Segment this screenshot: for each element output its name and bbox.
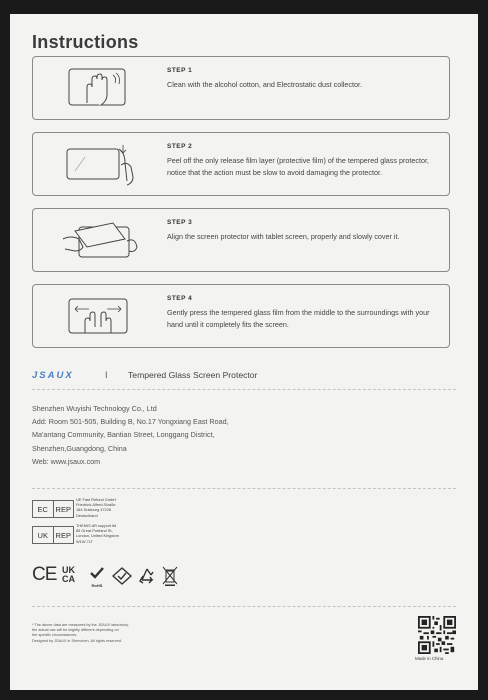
uk-rep-line: W1W 7LT: [76, 538, 94, 544]
ec-rep-badge: [32, 500, 74, 518]
product-name: Tempered Glass Screen Protector: [128, 370, 258, 380]
uk-rep-line: 85 Great Portland St,: [76, 528, 113, 534]
step-2-box: [32, 132, 450, 196]
uk-rep-line: THEMIS AR support ltd: [76, 523, 117, 528]
ukca-top: UK: [62, 565, 75, 575]
footnote-line: the actual use will be slightly different depending on: [32, 628, 119, 633]
jsaux-logo: JSAUX: [32, 370, 74, 381]
ec-rep-address: [76, 497, 116, 518]
step-3-text: Align the screen protector with tablet screen, properly and slowly cover it.: [167, 232, 400, 241]
brand-row: [32, 370, 462, 384]
peel-film-icon: [53, 141, 143, 187]
footnote: [32, 623, 192, 644]
footnote-line: Designed by JSAUX in Shenzhen. All rights reserved.: [32, 638, 122, 643]
ukca-mark-icon: [62, 566, 75, 584]
rcm-mark-icon: [112, 567, 132, 585]
align-protector-icon: [53, 217, 143, 263]
address-line: Ma'antang Community, Bantian Street, Longgang District,: [32, 430, 215, 440]
brand-separator: I: [105, 370, 108, 380]
divider-bottom: [32, 606, 456, 607]
website-line: Web: www.jsaux.com: [32, 456, 101, 466]
step-2-text: Peel off the only release film layer (protective film) of the tempered glass protector, notice that the action must be slow to avoid damaging the protector.: [167, 156, 429, 177]
address-line: Shenzhen,Guangdong, China: [32, 443, 127, 453]
footnote-line: * The above data are measured by the JSAUX laboratory,: [32, 623, 129, 627]
weee-bin-icon: [162, 566, 178, 586]
step-1-text: Clean with the alcohol cotton, and Electrostatic dust collector.: [167, 80, 362, 89]
ec-rep-right: REP: [55, 504, 71, 514]
uk-rep-line: London, United Kingdom: [76, 533, 119, 539]
step-2-label: STEP 2: [167, 143, 193, 150]
ukca-bottom: CA: [62, 574, 75, 584]
step-4-box: [32, 284, 450, 348]
rohs-text: RoHS: [91, 583, 103, 588]
uk-rep-left: UK: [33, 527, 54, 543]
step-3-box: [32, 208, 450, 272]
uk-rep-address: [76, 523, 119, 544]
company-address: [32, 402, 229, 468]
recycle-icon: [138, 567, 156, 585]
ec-rep-line: Friedrich-Alfred-Straße: [76, 502, 116, 508]
divider-middle: [32, 488, 456, 489]
step-3-label: STEP 3: [167, 219, 193, 226]
rohs-mark-icon: [86, 566, 108, 588]
step-1-box: [32, 56, 450, 120]
ec-rep-line: 184 Duisburg 47226: [76, 507, 112, 513]
footnote-line: the specific circumstances.: [32, 633, 78, 638]
step-1-label: STEP 1: [167, 67, 193, 74]
ec-rep-left: EC: [33, 501, 54, 517]
ec-rep-line: UE Fast Refund GmbH: [76, 497, 117, 502]
address-line: Shenzhen Wuyishi Technology Co., Ltd: [32, 404, 157, 413]
press-film-icon: [53, 293, 143, 339]
step-4-label: STEP 4: [167, 295, 193, 302]
instruction-card: [10, 14, 478, 690]
step-4-text: Gently press the tempered glass film from the middle to the surroundings with your hand until it completely fits the screen.: [167, 308, 430, 329]
ce-mark-icon: CE: [32, 564, 57, 585]
page-title: Instructions: [32, 32, 139, 52]
made-in-label: Made in China: [415, 656, 444, 661]
ec-rep-line: Deutschland: [76, 512, 98, 518]
divider-top: [32, 389, 456, 390]
address-line: Add: Room 501-505, Building B, No.17 Yongxiang East Road,: [32, 417, 229, 427]
uk-rep-badge: [32, 526, 74, 544]
qr-code-icon: [418, 616, 456, 654]
wipe-screen-icon: [53, 65, 143, 111]
uk-rep-right: REP: [55, 530, 71, 540]
